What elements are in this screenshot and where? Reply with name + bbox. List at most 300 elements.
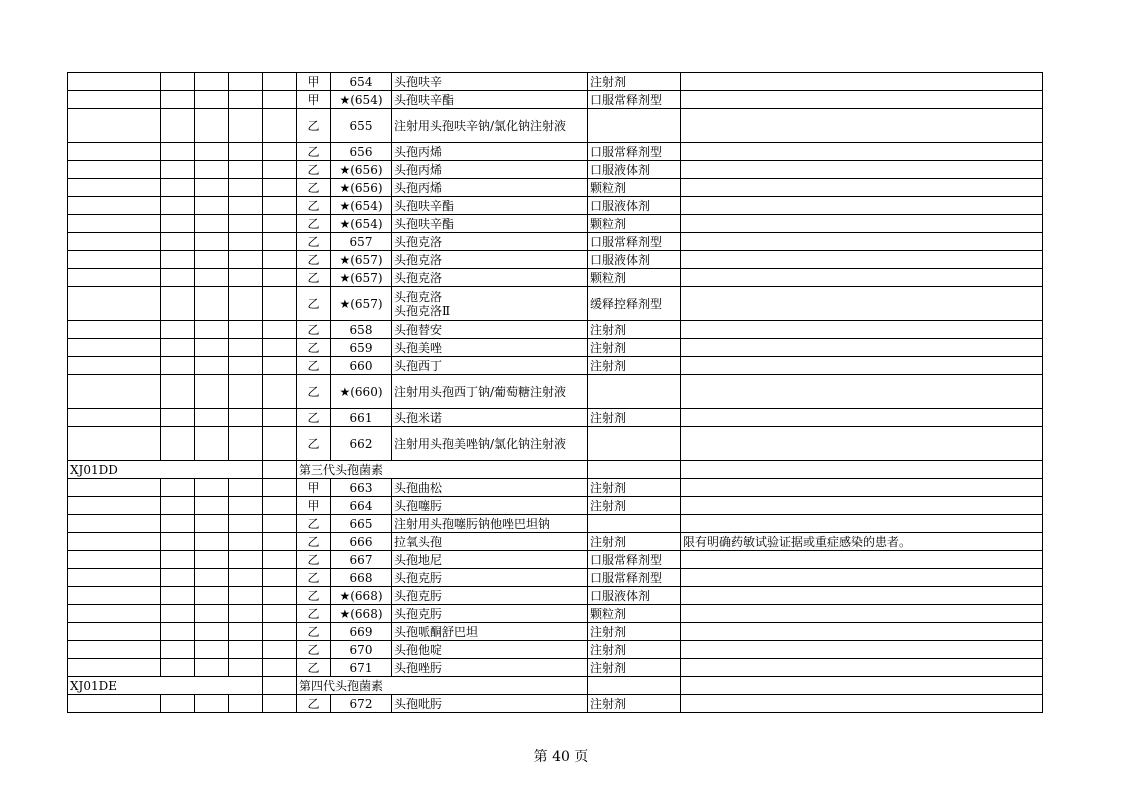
drug-name: 头孢克肟 (392, 587, 588, 605)
empty-cell (68, 659, 161, 677)
remark (681, 641, 1043, 659)
table-row (68, 215, 1043, 233)
remark (681, 515, 1043, 533)
drug-number: 666 (331, 533, 392, 551)
dosage-form: 注射剂 (588, 409, 681, 427)
drug-number: 660 (331, 357, 392, 375)
empty-cell (161, 587, 195, 605)
empty-cell (68, 161, 161, 179)
empty-cell (195, 197, 229, 215)
empty-cell (161, 497, 195, 515)
drug-name: 头孢美唑 (392, 339, 588, 357)
drug-number: ★(657) (331, 287, 392, 321)
drug-name: 头孢呋辛酯 (392, 215, 588, 233)
empty-cell (195, 515, 229, 533)
remark (681, 197, 1043, 215)
empty-cell (161, 479, 195, 497)
empty-cell (161, 251, 195, 269)
dosage-form: 注射剂 (588, 695, 681, 713)
empty-cell (229, 695, 263, 713)
remark (681, 659, 1043, 677)
empty-cell (263, 91, 297, 109)
empty-cell (68, 233, 161, 251)
empty-cell (263, 73, 297, 91)
remark (681, 233, 1043, 251)
empty-cell (229, 641, 263, 659)
empty-cell (229, 427, 263, 461)
drug-number: 661 (331, 409, 392, 427)
drug-class: 甲 (297, 479, 331, 497)
drug-class: 甲 (297, 91, 331, 109)
drug-number: 659 (331, 339, 392, 357)
dosage-form: 口服液体剂 (588, 251, 681, 269)
empty-cell (263, 587, 297, 605)
remark (681, 427, 1043, 461)
dosage-form: 注射剂 (588, 497, 681, 515)
empty-cell (195, 251, 229, 269)
drug-number: 672 (331, 695, 392, 713)
empty-cell (161, 233, 195, 251)
drug-name: 拉氧头孢 (392, 533, 588, 551)
empty-cell (68, 179, 161, 197)
remark (681, 569, 1043, 587)
remark (681, 321, 1043, 339)
drug-class: 甲 (297, 497, 331, 515)
drug-name: 头孢克洛 (392, 233, 588, 251)
empty-cell (68, 73, 161, 91)
empty-cell (263, 515, 297, 533)
empty-cell (195, 497, 229, 515)
empty-cell (68, 357, 161, 375)
empty-cell (68, 91, 161, 109)
table-row (68, 357, 1043, 375)
empty-cell (195, 73, 229, 91)
empty-cell (229, 161, 263, 179)
remark (681, 339, 1043, 357)
drug-number: ★(660) (331, 375, 392, 409)
empty-cell (161, 287, 195, 321)
remark (681, 109, 1043, 143)
table-row (68, 587, 1043, 605)
empty-cell (68, 695, 161, 713)
dosage-form: 注射剂 (588, 321, 681, 339)
drug-name: 头孢地尼 (392, 551, 588, 569)
empty-cell (263, 357, 297, 375)
table-row (68, 109, 1043, 143)
empty-cell (229, 533, 263, 551)
empty-cell (588, 677, 681, 695)
drug-name: 头孢丙烯 (392, 179, 588, 197)
drug-number: 656 (331, 143, 392, 161)
empty-cell (263, 461, 297, 479)
empty-cell (161, 179, 195, 197)
drug-name: 注射用头孢西丁钠/葡萄糖注射液 (392, 375, 588, 409)
empty-cell (263, 321, 297, 339)
drug-class: 乙 (297, 375, 331, 409)
empty-cell (195, 587, 229, 605)
table-row (68, 339, 1043, 357)
drug-class: 乙 (297, 179, 331, 197)
table-row (68, 533, 1043, 551)
empty-cell (68, 587, 161, 605)
empty-cell (68, 197, 161, 215)
empty-cell (263, 533, 297, 551)
empty-cell (263, 677, 297, 695)
empty-cell (229, 623, 263, 641)
drug-class: 乙 (297, 269, 331, 287)
dosage-form: 注射剂 (588, 479, 681, 497)
drug-class: 乙 (297, 197, 331, 215)
table-row (68, 623, 1043, 641)
drug-class: 乙 (297, 357, 331, 375)
empty-cell (229, 233, 263, 251)
remark (681, 215, 1043, 233)
remark (681, 409, 1043, 427)
empty-cell (161, 623, 195, 641)
empty-cell (229, 109, 263, 143)
empty-cell (195, 143, 229, 161)
empty-cell (263, 109, 297, 143)
empty-cell (263, 409, 297, 427)
drug-number: 657 (331, 233, 392, 251)
table-row (68, 143, 1043, 161)
empty-cell (161, 339, 195, 357)
table-row (68, 161, 1043, 179)
empty-cell (195, 161, 229, 179)
dosage-form (588, 375, 681, 409)
drug-number: ★(656) (331, 179, 392, 197)
dosage-form (588, 109, 681, 143)
dosage-form: 注射剂 (588, 641, 681, 659)
drug-number: 663 (331, 479, 392, 497)
empty-cell (229, 515, 263, 533)
empty-cell (229, 605, 263, 623)
table-row (68, 695, 1043, 713)
drug-class: 乙 (297, 427, 331, 461)
drug-name: 头孢克肟 (392, 605, 588, 623)
empty-cell (161, 215, 195, 233)
drug-name: 头孢唑肟 (392, 659, 588, 677)
remark (681, 497, 1043, 515)
empty-cell (263, 143, 297, 161)
empty-cell (68, 251, 161, 269)
empty-cell (229, 551, 263, 569)
empty-cell (229, 269, 263, 287)
empty-cell (263, 551, 297, 569)
empty-cell (68, 479, 161, 497)
drug-name: 注射用头孢呋辛钠/氯化钠注射液 (392, 109, 588, 143)
drug-number: 664 (331, 497, 392, 515)
drug-number: ★(654) (331, 215, 392, 233)
table-row (68, 515, 1043, 533)
drug-name: 头孢西丁 (392, 357, 588, 375)
empty-cell (161, 551, 195, 569)
dosage-form (588, 427, 681, 461)
empty-cell (263, 215, 297, 233)
remark (681, 587, 1043, 605)
drug-number: ★(657) (331, 251, 392, 269)
dosage-form: 口服液体剂 (588, 587, 681, 605)
page-number: 第 40 页 (533, 749, 589, 765)
dosage-form: 颗粒剂 (588, 215, 681, 233)
remark: 限有明确药敏试验证据或重症感染的患者。 (681, 533, 1043, 551)
empty-cell (195, 641, 229, 659)
drug-number: 668 (331, 569, 392, 587)
empty-cell (161, 533, 195, 551)
drug-name: 头孢呋辛酯 (392, 91, 588, 109)
dosage-form: 口服常释剂型 (588, 143, 681, 161)
empty-cell (195, 233, 229, 251)
empty-cell (68, 533, 161, 551)
remark (681, 479, 1043, 497)
empty-cell (263, 269, 297, 287)
drug-name (392, 287, 588, 321)
drug-name: 头孢替安 (392, 321, 588, 339)
drug-name: 头孢曲松 (392, 479, 588, 497)
drug-name: 头孢米诺 (392, 409, 588, 427)
empty-cell (263, 251, 297, 269)
empty-cell (161, 659, 195, 677)
empty-cell (161, 515, 195, 533)
table-row (68, 659, 1043, 677)
drug-class: 乙 (297, 695, 331, 713)
table-row (68, 197, 1043, 215)
empty-cell (195, 109, 229, 143)
drug-table-container (67, 72, 1043, 713)
drug-name: 头孢噻肟 (392, 497, 588, 515)
empty-cell (263, 497, 297, 515)
drug-number: 667 (331, 551, 392, 569)
category-title: 第三代头孢菌素 (297, 461, 588, 479)
empty-cell (161, 695, 195, 713)
empty-cell (68, 321, 161, 339)
empty-cell (263, 427, 297, 461)
empty-cell (68, 143, 161, 161)
dosage-form: 注射剂 (588, 659, 681, 677)
empty-cell (229, 179, 263, 197)
drug-class: 乙 (297, 339, 331, 357)
remark (681, 551, 1043, 569)
table-row (68, 427, 1043, 461)
empty-cell (229, 321, 263, 339)
drug-name: 头孢丙烯 (392, 161, 588, 179)
empty-cell (161, 427, 195, 461)
drug-number: ★(656) (331, 161, 392, 179)
empty-cell (161, 197, 195, 215)
drug-class: 乙 (297, 623, 331, 641)
drug-class: 乙 (297, 533, 331, 551)
remark (681, 143, 1043, 161)
drug-number: 655 (331, 109, 392, 143)
empty-cell (229, 143, 263, 161)
empty-cell (68, 427, 161, 461)
drug-class: 乙 (297, 551, 331, 569)
empty-cell (195, 427, 229, 461)
empty-cell (161, 91, 195, 109)
remark (681, 73, 1043, 91)
empty-cell (68, 569, 161, 587)
drug-name: 头孢他啶 (392, 641, 588, 659)
empty-cell (161, 357, 195, 375)
empty-cell (195, 357, 229, 375)
empty-cell (161, 73, 195, 91)
drug-class: 乙 (297, 161, 331, 179)
table-row (68, 269, 1043, 287)
empty-cell (229, 73, 263, 91)
table-row (68, 497, 1043, 515)
dosage-form: 缓释控释剂型 (588, 287, 681, 321)
empty-cell (229, 339, 263, 357)
dosage-form: 口服常释剂型 (588, 91, 681, 109)
category-row (68, 461, 1043, 479)
empty-cell (263, 695, 297, 713)
remark (681, 287, 1043, 321)
empty-cell (161, 321, 195, 339)
empty-cell (195, 321, 229, 339)
empty-cell (161, 641, 195, 659)
dosage-form: 注射剂 (588, 73, 681, 91)
table-row (68, 179, 1043, 197)
empty-cell (195, 569, 229, 587)
drug-name-line: 头孢克洛Ⅱ (394, 303, 451, 318)
drug-name: 注射用头孢美唑钠/氯化钠注射液 (392, 427, 588, 461)
empty-cell (68, 515, 161, 533)
empty-cell (68, 497, 161, 515)
drug-name: 头孢哌酮舒巴坦 (392, 623, 588, 641)
drug-class: 乙 (297, 251, 331, 269)
drug-class: 乙 (297, 587, 331, 605)
drug-class: 乙 (297, 321, 331, 339)
empty-cell (161, 605, 195, 623)
table-row (68, 321, 1043, 339)
drug-number: 654 (331, 73, 392, 91)
drug-class: 乙 (297, 641, 331, 659)
empty-cell (263, 197, 297, 215)
drug-number: ★(668) (331, 605, 392, 623)
empty-cell (229, 287, 263, 321)
empty-cell (263, 161, 297, 179)
drug-class: 乙 (297, 515, 331, 533)
dosage-form: 颗粒剂 (588, 605, 681, 623)
empty-cell (195, 91, 229, 109)
empty-cell (68, 269, 161, 287)
table-row (68, 287, 1043, 321)
drug-class: 乙 (297, 109, 331, 143)
empty-cell (195, 409, 229, 427)
drug-name-line: 头孢克洛 (394, 289, 443, 304)
empty-cell (588, 461, 681, 479)
drug-class: 甲 (297, 73, 331, 91)
empty-cell (229, 251, 263, 269)
empty-cell (681, 677, 1043, 695)
empty-cell (195, 695, 229, 713)
dosage-form: 颗粒剂 (588, 179, 681, 197)
empty-cell (263, 287, 297, 321)
drug-name: 头孢克洛 (392, 269, 588, 287)
empty-cell (68, 641, 161, 659)
empty-cell (68, 551, 161, 569)
drug-number: 671 (331, 659, 392, 677)
drug-class: 乙 (297, 569, 331, 587)
drug-table (67, 72, 1043, 713)
remark (681, 269, 1043, 287)
empty-cell (263, 479, 297, 497)
empty-cell (263, 659, 297, 677)
drug-name: 注射用头孢噻肟钠他唑巴坦钠 (392, 515, 588, 533)
remark (681, 179, 1043, 197)
empty-cell (68, 375, 161, 409)
drug-number: ★(654) (331, 197, 392, 215)
empty-cell (229, 569, 263, 587)
empty-cell (195, 215, 229, 233)
category-code: XJ01DE (68, 677, 263, 695)
empty-cell (68, 109, 161, 143)
empty-cell (68, 215, 161, 233)
drug-number: 662 (331, 427, 392, 461)
dosage-form: 颗粒剂 (588, 269, 681, 287)
drug-class: 乙 (297, 287, 331, 321)
drug-name: 头孢吡肟 (392, 695, 588, 713)
drug-class: 乙 (297, 659, 331, 677)
table-row (68, 605, 1043, 623)
dosage-form: 注射剂 (588, 357, 681, 375)
empty-cell (195, 623, 229, 641)
category-code: XJ01DD (68, 461, 263, 479)
empty-cell (68, 339, 161, 357)
table-row (68, 569, 1043, 587)
dosage-form: 口服常释剂型 (588, 569, 681, 587)
empty-cell (195, 551, 229, 569)
empty-cell (161, 569, 195, 587)
drug-number: ★(654) (331, 91, 392, 109)
remark (681, 91, 1043, 109)
empty-cell (68, 409, 161, 427)
empty-cell (263, 375, 297, 409)
empty-cell (263, 233, 297, 251)
remark (681, 695, 1043, 713)
empty-cell (195, 605, 229, 623)
table-row (68, 375, 1043, 409)
remark (681, 605, 1043, 623)
empty-cell (195, 287, 229, 321)
drug-number: ★(657) (331, 269, 392, 287)
empty-cell (229, 357, 263, 375)
drug-number: 670 (331, 641, 392, 659)
drug-name: 头孢丙烯 (392, 143, 588, 161)
remark (681, 161, 1043, 179)
table-row (68, 233, 1043, 251)
empty-cell (68, 287, 161, 321)
dosage-form: 口服常释剂型 (588, 551, 681, 569)
drug-name: 头孢克洛 (392, 251, 588, 269)
table-row (68, 641, 1043, 659)
drug-class: 乙 (297, 215, 331, 233)
dosage-form: 口服液体剂 (588, 197, 681, 215)
table-row (68, 479, 1043, 497)
empty-cell (195, 375, 229, 409)
empty-cell (195, 339, 229, 357)
empty-cell (263, 179, 297, 197)
dosage-form: 注射剂 (588, 533, 681, 551)
table-row (68, 251, 1043, 269)
remark (681, 357, 1043, 375)
empty-cell (229, 215, 263, 233)
drug-name: 头孢呋辛 (392, 73, 588, 91)
dosage-form: 口服常释剂型 (588, 233, 681, 251)
empty-cell (195, 269, 229, 287)
empty-cell (195, 533, 229, 551)
empty-cell (68, 605, 161, 623)
